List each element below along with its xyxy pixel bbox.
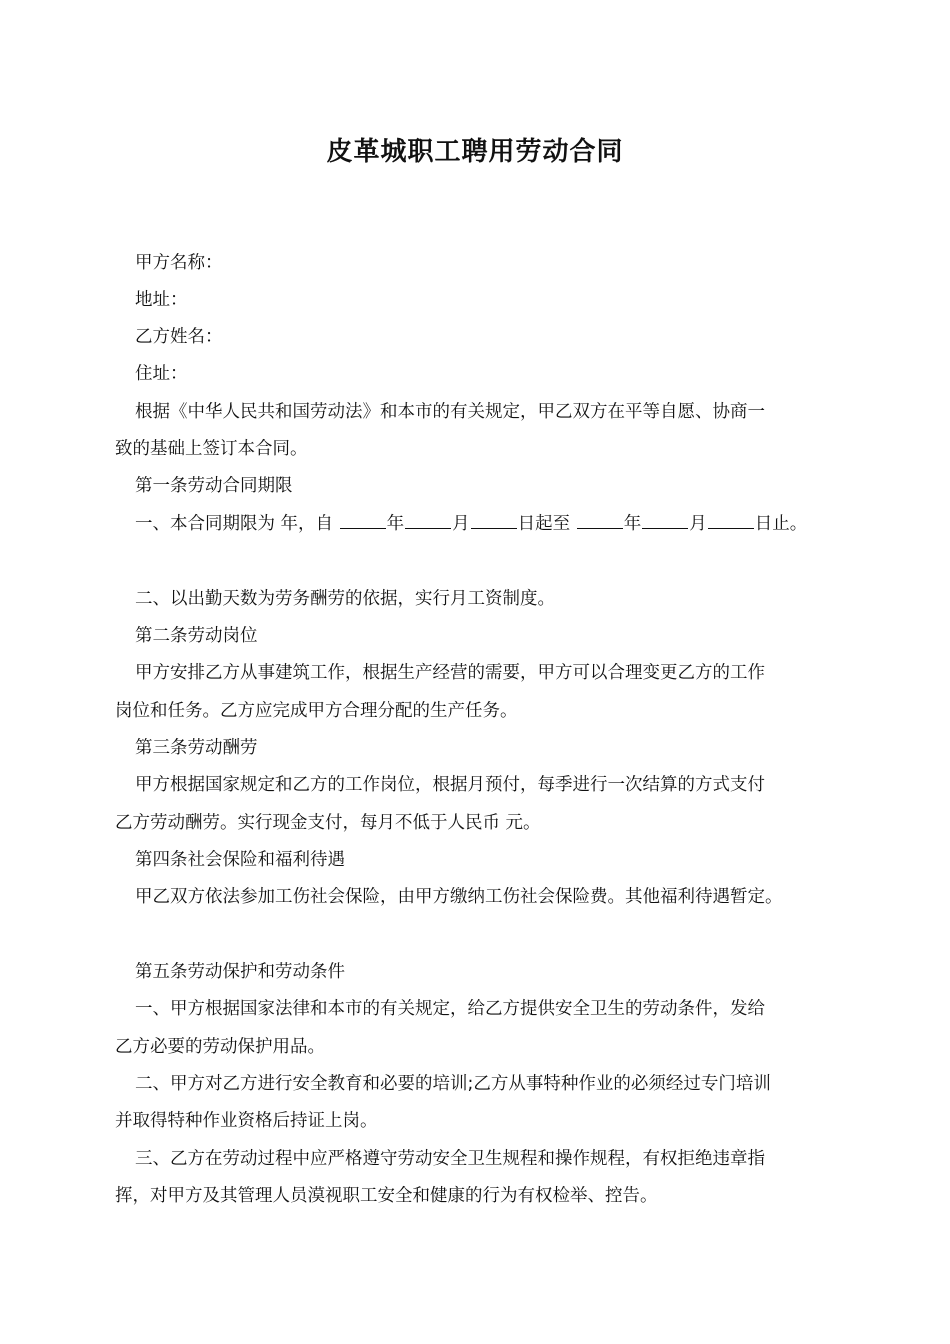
article-5-clause-2-line-2: 并取得特种作业资格后持证上岗。	[115, 1111, 378, 1131]
contract-term-line	[135, 512, 807, 536]
term-month-1: 月	[452, 514, 470, 534]
article-2-heading: 第二条劳动岗位	[135, 626, 258, 646]
term-day-1: 日起至	[517, 514, 571, 534]
start-day-blank	[471, 514, 517, 529]
party-b-name-label: 乙方姓名：	[135, 327, 223, 347]
end-month-blank	[642, 514, 688, 529]
term-year-1: 年	[386, 514, 405, 534]
party-b-residence-label: 住址：	[135, 364, 188, 384]
article-3-line-1: 甲方根据国家规定和乙方的工作岗位，根据月预付，每季进行一次结算的方式支付	[135, 775, 765, 795]
preamble-line-1: 根据《中华人民共和国劳动法》和本市的有关规定，甲乙双方在平等自愿、协商一	[135, 402, 765, 422]
article-5-heading: 第五条劳动保护和劳动条件	[135, 962, 345, 982]
article-5-clause-1-line-1: 一、甲方根据国家法律和本市的有关规定，给乙方提供安全卫生的劳动条件，发给	[135, 999, 765, 1019]
article-4-heading: 第四条社会保险和福利待遇	[135, 850, 345, 870]
article-1-heading: 第一条劳动合同期限	[135, 476, 293, 496]
end-day-blank	[708, 514, 754, 529]
article-2-line-2: 岗位和任务。乙方应完成甲方合理分配的生产任务。	[115, 701, 518, 721]
term-day-2: 日止。	[754, 514, 808, 534]
party-a-name-label: 甲方名称：	[135, 253, 223, 273]
start-year-blank	[340, 514, 386, 529]
term-year-2: 年	[623, 514, 642, 534]
article-5-clause-3-line-2: 挥，对甲方及其管理人员漠视职工安全和健康的行为有权检举、控告。	[115, 1186, 658, 1206]
article-3-line-2: 乙方劳动酬劳。实行现金支付，每月不低于人民币 元。	[115, 813, 541, 833]
article-5-clause-3-line-1: 三、乙方在劳动过程中应严格遵守劳动安全卫生规程和操作规程，有权拒绝违章指	[135, 1149, 765, 1169]
article-5-clause-2-line-1: 二、甲方对乙方进行安全教育和必要的培训;乙方从事特种作业的必须经过专门培训	[135, 1074, 771, 1094]
party-a-address-label: 地址：	[135, 290, 188, 310]
article-2-line-1: 甲方安排乙方从事建筑工作，根据生产经营的需要，甲方可以合理变更乙方的工作	[135, 663, 765, 683]
article-4-line-1: 甲乙双方依法参加工伤社会保险，由甲方缴纳工伤社会保险费。其他福利待遇暂定。	[135, 887, 783, 907]
end-year-blank	[577, 514, 623, 529]
article-5-clause-1-line-2: 乙方必要的劳动保护用品。	[115, 1037, 325, 1057]
article-1-clause-2: 二、以出勤天数为劳务酬劳的依据，实行月工资制度。	[135, 589, 555, 609]
document-title: 皮革城职工聘用劳动合同	[326, 137, 624, 167]
term-month-2: 月	[689, 514, 707, 534]
start-month-blank	[405, 514, 451, 529]
article-3-heading: 第三条劳动酬劳	[135, 738, 258, 758]
term-prefix: 一、本合同期限为 年，自	[135, 514, 334, 534]
preamble-line-2: 致的基础上签订本合同。	[115, 439, 308, 459]
